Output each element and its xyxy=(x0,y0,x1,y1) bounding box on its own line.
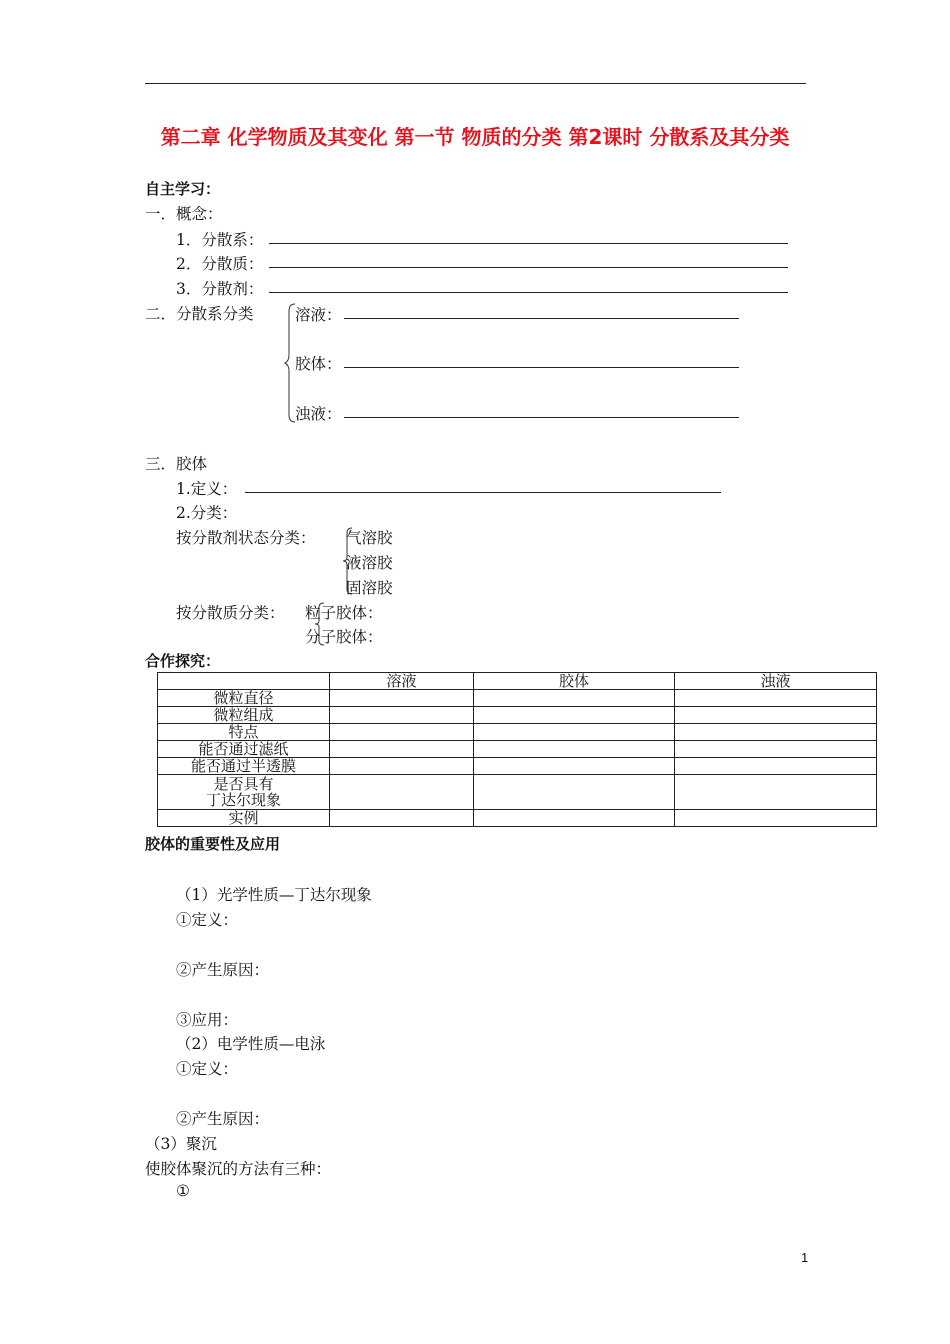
table-row xyxy=(158,707,877,724)
blank-line[interactable] xyxy=(245,492,721,493)
row-label-line: 是否具有 xyxy=(213,775,274,793)
colloid-definition: 1.定义： xyxy=(176,480,238,498)
row-label xyxy=(158,775,330,810)
table-cell[interactable] xyxy=(474,724,675,741)
aerosol: 气溶胶 xyxy=(346,529,393,547)
row-label: 能否通过滤纸 xyxy=(158,741,330,758)
table-row xyxy=(158,741,877,758)
blank-line[interactable] xyxy=(269,243,788,244)
liquid-sol: 液溶胶 xyxy=(346,554,393,572)
self-study-heading: 自主学习： xyxy=(145,180,221,198)
table-cell[interactable] xyxy=(675,775,877,810)
page-number: 1 xyxy=(801,1250,809,1265)
table-cell[interactable] xyxy=(675,741,877,758)
electrical-cause: ②产生原因： xyxy=(176,1110,270,1128)
page-title: 第二章 化学物质及其变化 第一节 物质的分类 第2课时 分散系及其分类 xyxy=(160,125,790,149)
table-cell[interactable] xyxy=(474,707,675,724)
particle-colloid: 粒子胶体： xyxy=(305,604,383,622)
colloid-class-heading: 2.分类： xyxy=(176,504,238,522)
concept-heading: 一．概念： xyxy=(145,205,223,223)
table-row xyxy=(158,775,877,810)
row-label: 能否通过半透膜 xyxy=(158,758,330,775)
classification-heading: 二．分散系分类 xyxy=(145,305,254,323)
header-rule xyxy=(145,83,806,84)
blank-line[interactable] xyxy=(344,367,739,368)
coagulation-heading: （3）聚沉 xyxy=(145,1135,217,1153)
table-header-cell: 浊液 xyxy=(675,673,877,690)
table-row xyxy=(158,724,877,741)
table-cell[interactable] xyxy=(330,690,474,707)
concept-item-dispersed-phase: 2．分散质： xyxy=(176,255,264,273)
blank-line[interactable] xyxy=(344,417,739,418)
comparison-table xyxy=(157,672,877,827)
table-cell[interactable] xyxy=(474,758,675,775)
coagulation-item: ① xyxy=(176,1182,190,1200)
concept-item-dispersant: 3．分散剂： xyxy=(176,280,264,298)
row-label-line: 丁达尔现象 xyxy=(205,791,281,809)
table-cell[interactable] xyxy=(675,707,877,724)
table-row xyxy=(158,690,877,707)
table-cell[interactable] xyxy=(675,810,877,827)
electrical-definition: ①定义： xyxy=(176,1060,239,1078)
concept-item-dispersion-system: 1．分散系： xyxy=(176,231,264,249)
table-cell[interactable] xyxy=(474,810,675,827)
table-cell[interactable] xyxy=(330,724,474,741)
table-header-cell: 胶体 xyxy=(474,673,675,690)
table-row xyxy=(158,810,877,827)
table-cell[interactable] xyxy=(330,741,474,758)
table-cell[interactable] xyxy=(474,775,675,810)
table-cell[interactable] xyxy=(330,775,474,810)
table-cell[interactable] xyxy=(330,810,474,827)
table-cell[interactable] xyxy=(330,758,474,775)
blank-line[interactable] xyxy=(269,267,788,268)
molecule-colloid: 分子胶体： xyxy=(305,628,383,646)
optical-cause: ②产生原因： xyxy=(176,961,270,979)
table-cell[interactable] xyxy=(330,707,474,724)
row-label: 实例 xyxy=(158,810,330,827)
blank-line[interactable] xyxy=(344,318,739,319)
electrical-property: （2）电学性质—电泳 xyxy=(176,1035,326,1053)
table-row xyxy=(158,758,877,775)
optical-definition: ①定义： xyxy=(176,911,239,929)
optical-application: ③应用： xyxy=(176,1011,239,1029)
table-header-cell xyxy=(158,673,330,690)
table-header-cell: 溶液 xyxy=(330,673,474,690)
by-dispersant-label: 按分散剂状态分类： xyxy=(176,529,316,547)
blank-line[interactable] xyxy=(269,292,788,293)
classification-suspension: 浊液： xyxy=(295,405,342,423)
row-label: 微粒组成 xyxy=(158,707,330,724)
table-cell[interactable] xyxy=(474,741,675,758)
coagulation-intro: 使胶体聚沉的方法有三种： xyxy=(145,1160,332,1178)
table-cell[interactable] xyxy=(675,724,877,741)
solid-sol: 固溶胶 xyxy=(346,579,393,597)
table-cell[interactable] xyxy=(675,690,877,707)
importance-heading: 胶体的重要性及应用 xyxy=(145,835,281,853)
colloid-heading: 三．胶体 xyxy=(145,455,208,473)
row-label: 特点 xyxy=(158,724,330,741)
row-label: 微粒直径 xyxy=(158,690,330,707)
optical-property: （1）光学性质—丁达尔现象 xyxy=(176,886,372,904)
table-header-row xyxy=(158,673,877,690)
table-cell[interactable] xyxy=(675,758,877,775)
table-cell[interactable] xyxy=(474,690,675,707)
by-dispersed-label: 按分散质分类： xyxy=(176,604,285,622)
classification-solution: 溶液： xyxy=(295,306,342,324)
cooperation-heading: 合作探究： xyxy=(145,652,221,670)
classification-colloid: 胶体： xyxy=(295,355,342,373)
